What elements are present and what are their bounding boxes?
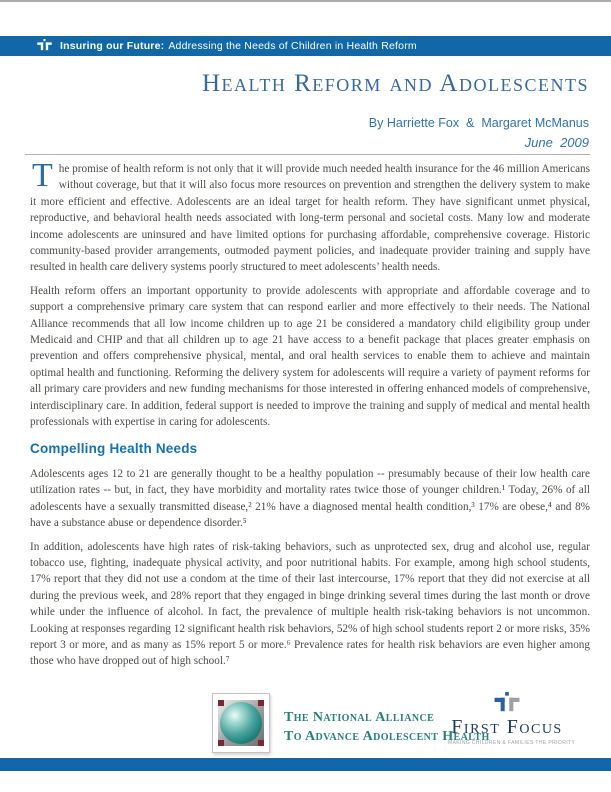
section-heading: Compelling Health Needs [30,440,198,456]
alliance-name-line1: The National Alliance [284,710,435,725]
national-alliance-logo [212,693,270,753]
header-divider [25,154,590,155]
paragraph-1 [30,161,590,276]
series-title-rest: Addressing the Needs of Children in Health Reform [168,40,417,52]
footer-bar [0,758,611,771]
first-focus-wordmark: First Focus [451,716,563,738]
series-title-bold: Insuring our Future: [60,40,165,52]
teal-sphere-icon [220,702,262,744]
alliance-name-line2: To Advance Adolescent Health [284,729,490,744]
paragraph-3: Adolescents ages 12 to 21 are generally thought to be a healthy population -- presumably because of their low health care utilization rates -- but, in fact, they have morbidity and mortality rates twice those of younger children.¹ Today, 26% of all adolescents have a sexually transmitted disease,² 21% have a diagnosed mental health condition,³ 17% are obese,⁴ and 8% have a substance abuse or dependence disorder.⁵ [30,467,590,530]
article-body [30,161,590,691]
paragraph-2: Health reform offers an important opportunity to provide adolescents with appropriate and affordable coverage and to support a comprehensive primary care system that can respond earlier and more effectively to their needs. The National Alliance recommends that all low income children up to age 21 be considered a mandatory child eligibility group under Medicaid and CHIP and that all children up to age 21 have access to a benefit package that places greater emphasis on prevention and offers comprehensive physical, mental, and oral health services to enable them to achieve and maintain optimal health and functioning. Reforming the delivery system for adolescents will require a variety of payment reforms for all primary care providers and new funding mechanisms for those interested in offering enhanced models of comprehensive, interdisciplinary care. In addition, federal support is needed to improve the training and supply of medical and mental health professionals with expertise in caring for adolescents. [30,284,590,429]
alliance-logo-frame [218,700,264,746]
top-divider [0,0,611,2]
dropcap-letter: T [32,161,53,194]
paragraph-1-text: he promise of health reform is not only that it will provide much needed health insurance for the 46 million Americans without coverage, but that it will also focus more resources on prevention and strengthen the delivery system to make it more efficient and effective. Adolescents are an ideal target for health reform. They have significant unmet physical, reproductive, and behavioral health needs associated with long-term personal and societal costs. Many low and moderate income adolescents are uninsured and have limited options for purchasing affordable, comprehensive coverage. Historic community-based provider arrangements, outmoded payment policies, and inadequate provider training and supply have resulted in health care delivery systems poorly structured to meet adolescents’ health needs. [30,163,590,274]
publication-date: June 2009 [524,135,589,150]
series-title [60,40,417,52]
first-focus-tagline: MAKING CHILDREN & FAMILIES THE PRIORITY [448,740,576,746]
byline: By Harriette Fox & Margaret McManus [368,116,589,130]
footer-logos [0,692,611,756]
page-title: Health Reform and Adolescents [201,70,589,97]
series-banner [0,36,611,56]
first-focus-figures-icon [37,39,52,53]
first-focus-figures-icon [494,692,520,716]
paragraph-4: In addition, adolescents have high rates of risk-taking behaviors, such as unprotected sex, drug and alcohol use, regular tobacco use, fighting, inadequate physical activity, and poor nutritional habits. For example, among high school students, 17% report that they did not use a condom at the time of their last intercourse, 17% report that they did not exercise at all during the previous week, and 28% report that they engaged in binge drinking several times during the last month or drove while under the influence of alcohol. In fact, the prevalence of multiple health risk-taking behaviors is not uncommon. Looking at responses regarding 12 significant health risk behaviors, 52% of high school students report 2 or more risks, 35% report 3 or more, and as many as 15% report 5 or more.⁶ Prevalence rates for health risk behaviors are even higher among those who have dropped out of high school.⁷ [30,540,590,668]
first-focus-logo [448,692,576,746]
